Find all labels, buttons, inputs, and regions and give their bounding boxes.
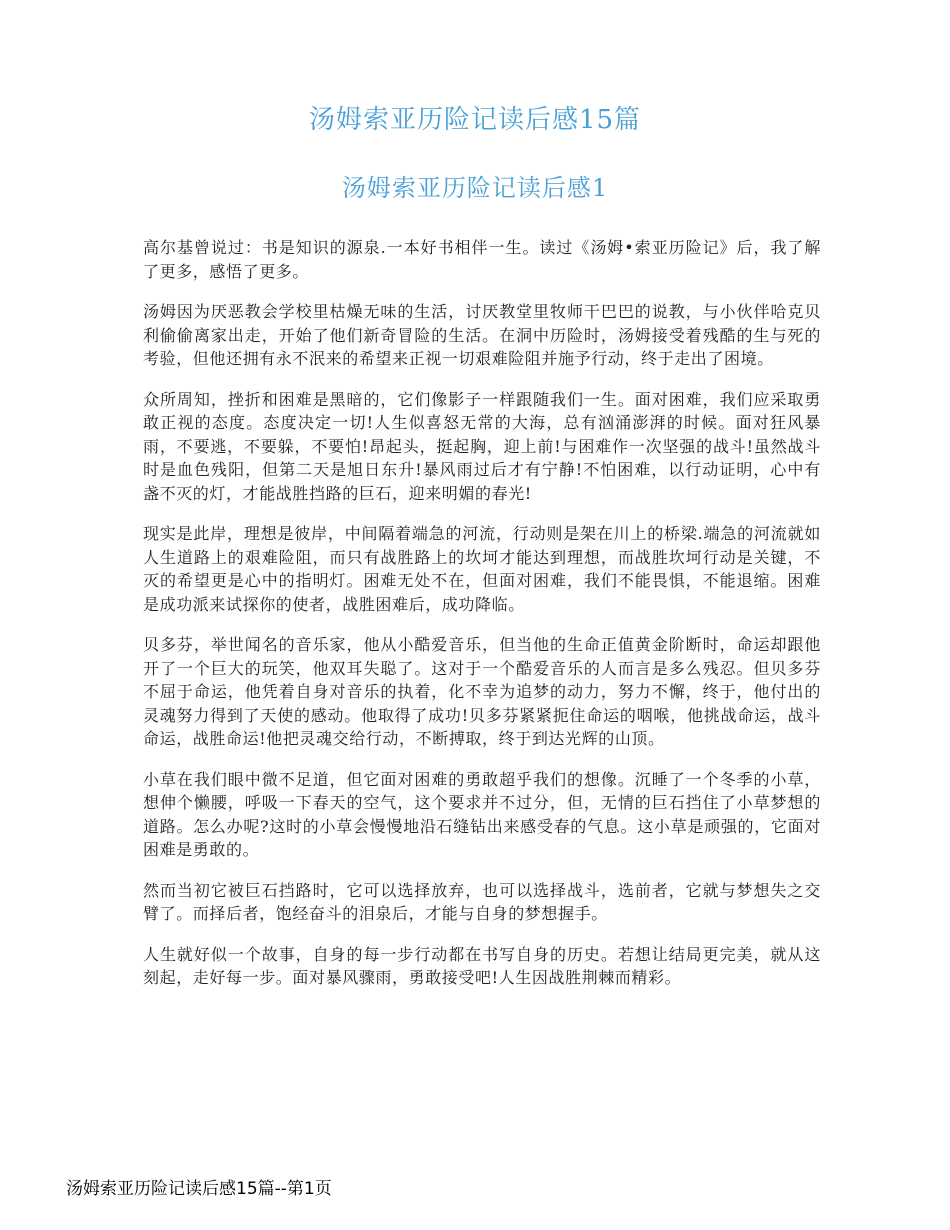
paragraph: 现实是此岸，理想是彼岸，中间隔着端急的河流，行动则是架在川上的桥梁.端急的河流就如人生道路上的艰难险阻，而只有战胜路上的坎坷才能达到理想，而战胜坎坷行动是关键，不灭的希望更是心中的指明灯。困难无处不在，但面对困难，我们不能畏惧，不能退缩。困难是成功派来试探你的使者，战胜困难后，成功降临。 xyxy=(143,524,821,614)
section-title: 汤姆索亚历险记读后感1 xyxy=(341,174,609,202)
document-body xyxy=(143,236,821,1007)
paragraph: 汤姆因为厌恶教会学校里枯燥无味的生活，讨厌教堂里牧师干巴巴的说教，与小伙伴哈克贝利偷偷离家出走，开始了他们新奇冒险的生活。在洞中历险时，汤姆接受着残酷的生与死的考验，但他还拥有永不泯来的希望来正视一切艰难险阻并施予行动，终于走出了困境。 xyxy=(143,302,821,368)
document-title: 汤姆索亚历险记读后感15篇 xyxy=(308,105,642,135)
paragraph: 贝多芬，举世闻名的音乐家，他从小酷爱音乐，但当他的生命正值黄金阶断时，命运却跟他开了一个巨大的玩笑，他双耳失聪了。这对于一个酷爱音乐的人而言是多么残忍。但贝多芬不屈于命运，他凭着自身对音乐的执着，化不幸为追梦的动力，努力不懈，终于，他付出的灵魂努力得到了天使的感动。他取得了成功!贝多芬紧紧扼住命运的咽喉，他挑战命运，战斗命运，战胜命运!他把灵魂交给行动，不断搏取，终于到达光辉的山顶。 xyxy=(143,635,821,748)
paragraph: 高尔基曾说过：书是知识的源泉.一本好书相伴一生。读过《汤姆•索亚历险记》后，我了解了更多，感悟了更多。 xyxy=(143,238,821,281)
paragraph: 众所周知，挫折和困难是黑暗的，它们像影子一样跟随我们一生。面对困难，我们应采取勇敢正视的态度。态度决定一切!人生似喜怒无常的大海，总有汹涌澎湃的时候。面对狂风暴雨，不要逃，不要躲，不要怕!昂起头，挺起胸，迎上前!与困难作一次坚强的战斗!虽然战斗时是血色残阳，但第二天是旭日东升!暴风雨过后才有宁静!不怕困难，以行动证明，心中有盏不灭的灯，才能战胜挡路的巨石，迎来明媚的春光! xyxy=(143,389,821,503)
paragraph: 人生就好似一个故事，自身的每一步行动都在书写自身的历史。若想让结局更完美，就从这刻起，走好每一步。面对暴风骤雨，勇敢接受吧!人生因战胜荆棘而精彩。 xyxy=(143,944,821,987)
page-footer: 汤姆索亚历险记读后感15篇--第1页 xyxy=(66,1179,332,1199)
paragraph: 然而当初它被巨石挡路时，它可以选择放弃，也可以选择战斗，选前者，它就与梦想失之交臂了。而择后者，饱经奋斗的泪泉后，才能与自身的梦想握手。 xyxy=(143,880,821,923)
paragraph: 小草在我们眼中微不足道，但它面对困难的勇敢超乎我们的想像。沉睡了一个冬季的小草，想伸个懒腰，呼吸一下春天的空气，这个要求并不过分，但，无情的巨石挡住了小草梦想的道路。怎么办呢?这时的小草会慢慢地沿石缝钻出来感受春的气息。这小草是顽强的，它面对困难是勇敢的。 xyxy=(143,769,821,859)
